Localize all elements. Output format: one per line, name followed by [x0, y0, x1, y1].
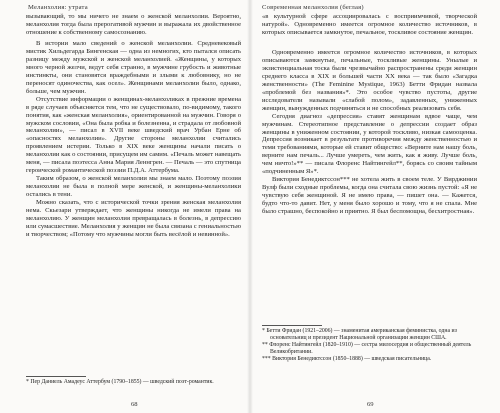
footnote: * Бетти Фридан (1921–2006) — знаменитая американская феминистка, одна из основательниц и президент Национальной организации женщин США.: [262, 328, 457, 341]
paragraph: Одновременно имеется огромное количество источников, в которых описываются замкнутые, печальные, тоскливые женщины. Унылые и экзистенциальная тоска были чрезвычайно распространены среди женщин среднего класса в XIX и большей части XX века — так было «Загадка женственности» (The Feminine Mystique, 1963) Бетти Фридан назвала «проблемой без названия»*. Это особое чувство пустоты, другие исследователи называли «слабой полом», задавленных, униженных женщин, вынужденных подчиняться и не способных реализовать себя.: [262, 49, 477, 112]
body-text: [26, 40, 241, 239]
top-lines: вызывающий, то мы ничего не знаем о женской меланхолии. Вероятно, меланхолия тогда была прерогативой мужчин и выражала их двойственное отношение к собственному самосознанию.: [26, 13, 241, 36]
footnotes: [262, 328, 477, 363]
body-text: [262, 49, 477, 216]
top-lines: «в культурной сфере ассоциировалась с восприимчивой, творческой натурой». Одновременно имеется огромное количество источников, в которых описывается замкнутое, печальное, тоскливое состояние женщин.: [262, 13, 477, 36]
paragraph: Таким образом, о женской меланхолии мы знаем мало. Поэтому поэзия меланхолии не была в полной мере женской, и женщины-меланхолики остались в тени.: [26, 175, 241, 199]
running-head: Современная меланхолия (беглая): [262, 4, 364, 11]
running-head: Меланхолия: утрата: [28, 4, 88, 11]
footnote-rule: [262, 325, 322, 326]
paragraph: Виктория Бенедиктссон*** не хотела жить в своем теле. У Вирджинии Вулф были сходные проблемы, когда она считала свою жизнь пустой: «Я не чувствую себя женщиной. Я не имею права, — пишет она. — Кажется, будто что-то давит. Нет, у меня было хорошо и тому, что я не спала. Мне было страшно, беспокойно и приятно. Я был беспомощна, бесхитростная».: [262, 176, 477, 216]
paragraph: Сегодня диагноз «депрессия» ставят женщинам вдвое чаще, чем мужчинам. Стереотипное представление о депрессии создает образ женщины в униженном состоянии, у которой тоскливо, низкая самооценка. Депрессия возникает в результате противоречия между женственностью и теми требованиями, которые ей ставит общество: «Верните нам нашу боль, верните нам печаль... Лучше умереть, чем жить, как я живу. Лучше боль, чем ничто!»** — писала Флоренс Найтингейл**, борясь со своим тайным «подчиненным Я»*.: [262, 112, 477, 176]
right-page: [250, 0, 500, 413]
footnote-rule: [26, 376, 86, 377]
paragraph: Отсутствие информации о женщинах-меланхоликах в прежние времена в ряде случаев объясняется тем, что не существовало, по-видимому, такого понятия, как «женская меланхолия», ориентированной на мужчин. Говоря о мужском сословии, «Она была робка и болезненна, и страдала от любовной меланхолии», — писал в XVII веке шведский врач Урбан Ерне об «опасностях меланхолии». Другие стороны меланхолии считались проявлением истерии. Только в XIX веке женщины начали писать о меланхолии как о состоянии, присущем им самим. «Печаль может навещать меня, — писала поэтесса Анна Мария Леннгрен. — Печаль — это спутница героической романтической поэзии П.Д.А. Аттербума.: [26, 95, 241, 175]
paragraph: В истории мало сведений о женской меланхолии. Средневековый мистик Хильдегарда Бингенская — одна из немногих, кто пытался описать разницу между мужской и женской меланхолией. «Женщины, у которых много черной желчи, ведут себя странно, в мужчине грубость и животные инстинкты, они становятся враждебными и злыми к любовнику, но не переносят одиночества, как осел». Женщинами меланхолии было, однако, больше, чем мужчин.: [26, 40, 241, 95]
page-number: 68: [131, 401, 138, 408]
page-number: 69: [367, 401, 374, 408]
footnotes: [26, 379, 241, 386]
footnote: * Пер Даниель Амадеус Аттербум (1790–1855) — шведский поэт-романтик.: [26, 379, 214, 385]
footnote: *** Виктория Бенедиктссон (1850–1888) — шведская писательница.: [262, 356, 432, 362]
footnote: ** Флоренс Найтингейл (1820–1910) — сестра милосердия и общественный деятель Великобритании.: [262, 342, 472, 355]
paragraph: Можно сказать, что с исторической точки зрения женская меланхолия нема. Скьезари утверждает, что женщины никогда не имели права на меланхолию. У женщин меланхолия превращалась в болезнь, в депрессию или сумасшествие. Меланхолия у женщин не была связана с гениальностью и творчеством; «Потому что мужчины могли быть весёлой и невинной».: [26, 199, 241, 238]
